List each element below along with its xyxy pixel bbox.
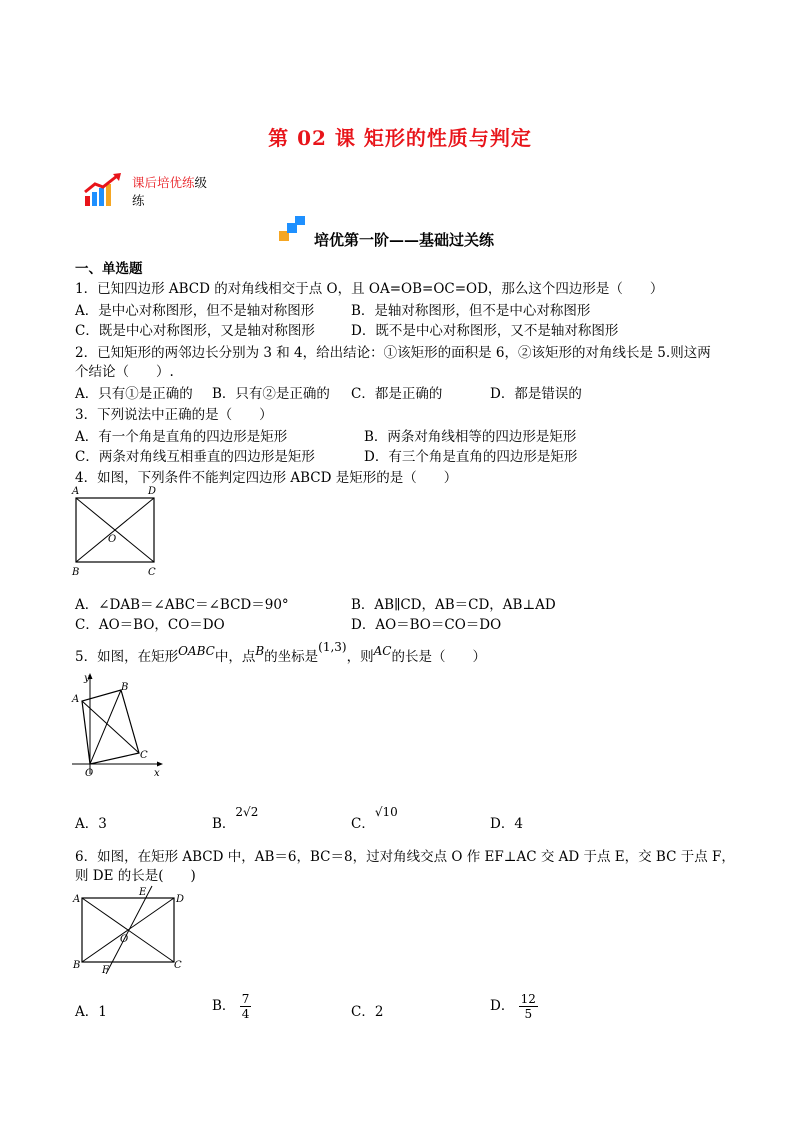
q6-option-a: A．1: [75, 1004, 107, 1020]
q4-option-c: C．AO＝BO，CO＝DO: [75, 617, 225, 633]
q2-option-b: B．只有②是正确的: [212, 386, 330, 402]
q5-label-c: C: [140, 750, 148, 761]
q6-label-d: D: [176, 894, 185, 905]
q4-option-d: D．AO＝BO＝CO＝DO: [351, 617, 502, 633]
q5-stem-part: 5．如图，在矩形: [75, 649, 179, 665]
q2-stem-line2: 个结论（ ）.: [75, 364, 174, 380]
q6-option-d-numerator: 12: [520, 992, 536, 1006]
q1-option-c: C．既是中心对称图形，又是轴对称图形: [75, 323, 315, 339]
q2-stem-line1: 2．已知矩形的两邻边长分别为 3 和 4，给出结论：①该矩形的面积是 6，②该矩形的对角线长是 5.则这两: [75, 345, 711, 361]
q5-option-b: [212, 805, 259, 834]
badge-label: [132, 174, 207, 191]
q6-option-d: [490, 992, 538, 1021]
q5-label-o: O: [85, 768, 94, 779]
q6-option-d-denominator: 5: [524, 1007, 533, 1021]
q5-var-b: B: [255, 644, 265, 658]
q5-option-c-prefix: C．: [351, 816, 375, 832]
q4-figure: [70, 484, 170, 586]
q6-figure: [70, 882, 190, 978]
q5-var-oabc: OABC: [178, 644, 215, 658]
q6-option-b-denominator: 4: [241, 1007, 250, 1021]
q5-option-c-value: √10: [374, 805, 398, 819]
part-title: 一、单选题: [75, 261, 143, 277]
q3-option-b: B．两条对角线相等的四边形是矩形: [364, 429, 577, 445]
q6-stem-line1: 6．如图，在矩形 ABCD 中，AB＝6，BC＝8，过对角线交点 O 作 EF⊥AC 交 AD 于点 E，交 BC 于点 F，: [75, 849, 735, 865]
q6-label-e: E: [139, 887, 147, 898]
q4-label-d: D: [148, 486, 157, 497]
q1-option-d: D．既不是中心对称图形，又不是轴对称图形: [351, 323, 619, 339]
q3-stem: 3．下列说法中正确的是（ ）: [75, 407, 273, 423]
q4-label-c: C: [148, 567, 156, 578]
badge-label-line2: 练: [132, 193, 145, 208]
q4-stem: 4．如图，下列条件不能判定四边形 ABCD 是矩形的是（ ）: [75, 470, 458, 486]
q5-option-d: D．4: [490, 816, 523, 832]
q3-option-d: D．有三个角是直角的四边形是矩形: [364, 449, 578, 465]
q4-label-o: O: [108, 534, 117, 545]
q6-label-b: B: [73, 960, 81, 971]
q5-stem: [75, 640, 486, 667]
q5-stem-part: 的坐标是: [264, 649, 319, 665]
q6-option-b: [212, 992, 251, 1021]
q5-var-ac: AC: [373, 644, 392, 658]
q2-option-d: D．都是错误的: [490, 386, 582, 402]
q6-label-c: C: [174, 960, 182, 971]
q6-label-o: O: [120, 934, 129, 945]
q6-option-c: C．2: [351, 1004, 384, 1020]
q3-option-c: C．两条对角线互相垂直的四边形是矩形: [75, 449, 315, 465]
growth-chart-icon: [83, 172, 127, 212]
q6-stem-line2: 则 DE 的长是( ): [75, 868, 196, 884]
q4-option-a: A．∠DAB＝∠ABC＝∠BCD＝90°: [75, 597, 289, 613]
section-header: 培优第一阶——基础过关练: [314, 231, 495, 249]
q6-label-a: A: [73, 894, 81, 905]
q5-option-c: [351, 805, 398, 834]
q5-label-b: B: [121, 682, 129, 693]
q5-option-b-value: 2√2: [235, 805, 259, 819]
q6-label-f: F: [102, 965, 109, 974]
q5-diagonal-ob: [90, 690, 121, 764]
q6-option-d-fraction: [519, 992, 538, 1021]
q6-option-b-fraction: [240, 992, 252, 1021]
q2-option-c: C．都是正确的: [351, 386, 443, 402]
q4-label-b: B: [72, 567, 80, 578]
q4-option-b: B．AB∥CD，AB＝CD，AB⊥AD: [351, 597, 556, 613]
q5-coord: (1,3): [318, 640, 347, 654]
q5-diagonal-ac: [82, 701, 139, 753]
q3-option-a: A．有一个角是直角的四边形是矩形: [75, 429, 288, 445]
q5-option-a: A．3: [75, 816, 107, 832]
q5-stem-part: ，则: [346, 649, 374, 665]
q5-figure: [68, 670, 168, 786]
q6-option-d-prefix: D．: [490, 998, 515, 1014]
badge-label-black: 级: [194, 175, 208, 190]
q5-option-b-prefix: B．: [212, 816, 236, 832]
q5-label-a: A: [72, 694, 80, 705]
q1-option-a: A．是中心对称图形，但不是轴对称图形: [75, 303, 315, 319]
q5-stem-part: 中，点: [214, 649, 256, 665]
q5-label-x: x: [154, 768, 160, 779]
badge-label-red: 课后培优练: [132, 175, 195, 190]
q6-line-ef: [106, 886, 152, 974]
q5-stem-part: 的长是（ ）: [391, 649, 486, 665]
q1-stem: 1．已知四边形 ABCD 的对角线相交于点 O，且 OA=OB=OC=OD，那么这个四边形是（ ）: [75, 281, 664, 297]
blocks-icon: [277, 215, 311, 247]
page-title: 第 02 课 矩形的性质与判定: [268, 126, 532, 150]
q6-option-b-numerator: 7: [241, 992, 250, 1006]
q4-label-a: A: [72, 486, 80, 497]
q1-option-b: B．是轴对称图形，但不是中心对称图形: [351, 303, 591, 319]
q2-option-a: A．只有①是正确的: [75, 386, 193, 402]
q6-option-b-prefix: B．: [212, 998, 236, 1014]
q5-label-y: y: [84, 673, 90, 684]
